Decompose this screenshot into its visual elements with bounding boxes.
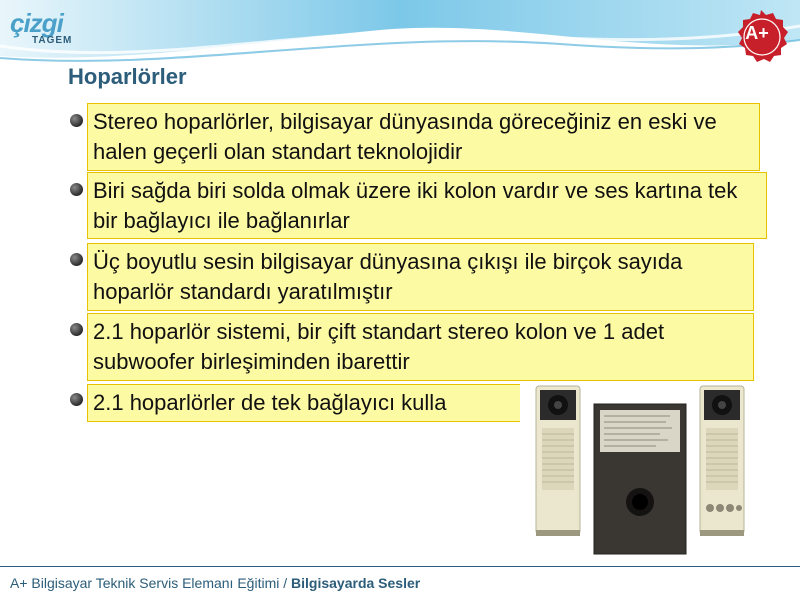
bullet-item: Biri sağda biri solda olmak üzere iki kolon vardır ve ses kartına tek bir bağlayıcı ile bağlanırlar <box>87 172 767 239</box>
footer-course: A+ Bilgisayar Teknik Servis Elemanı Eğitimi <box>10 575 280 591</box>
bullet-icon <box>70 323 83 336</box>
footer-divider <box>0 566 800 567</box>
header-banner <box>0 0 800 66</box>
footer-separator: / <box>279 575 292 591</box>
bullet-icon <box>70 183 83 196</box>
footer-topic: Bilgisayarda Sesler <box>291 575 421 591</box>
speaker-photo <box>520 382 760 560</box>
bullet-icon <box>70 114 83 127</box>
bullet-item: 2.1 hoparlörler de tek bağlayıcı kulla <box>87 384 527 422</box>
company-logo <box>10 8 80 48</box>
seal-label: A+ <box>745 23 769 43</box>
slide-title: Hoparlörler <box>68 64 187 89</box>
bullet-item: Stereo hoparlörler, bilgisayar dünyasında göreceğiniz en eski ve halen geçerli olan standart teknolojidir <box>87 103 760 171</box>
wave-background <box>0 0 800 66</box>
bullet-icon <box>70 393 83 406</box>
bullet-item: 2.1 hoparlör sistemi, bir çift standart stereo kolon ve 1 adet subwoofer birleşiminden ibarettir <box>87 313 754 381</box>
slide-footer <box>10 575 420 591</box>
bullet-icon <box>70 253 83 266</box>
speaker-image <box>520 382 760 560</box>
bullet-item: Üç boyutlu sesin bilgisayar dünyasına çıkışı ile birçok sayıda hoparlör standardı yaratılmıştır <box>87 243 754 311</box>
logo-subtext: TAGEM <box>32 35 73 46</box>
logo-text: çizgi <box>10 8 63 38</box>
a-plus-seal <box>733 9 789 65</box>
